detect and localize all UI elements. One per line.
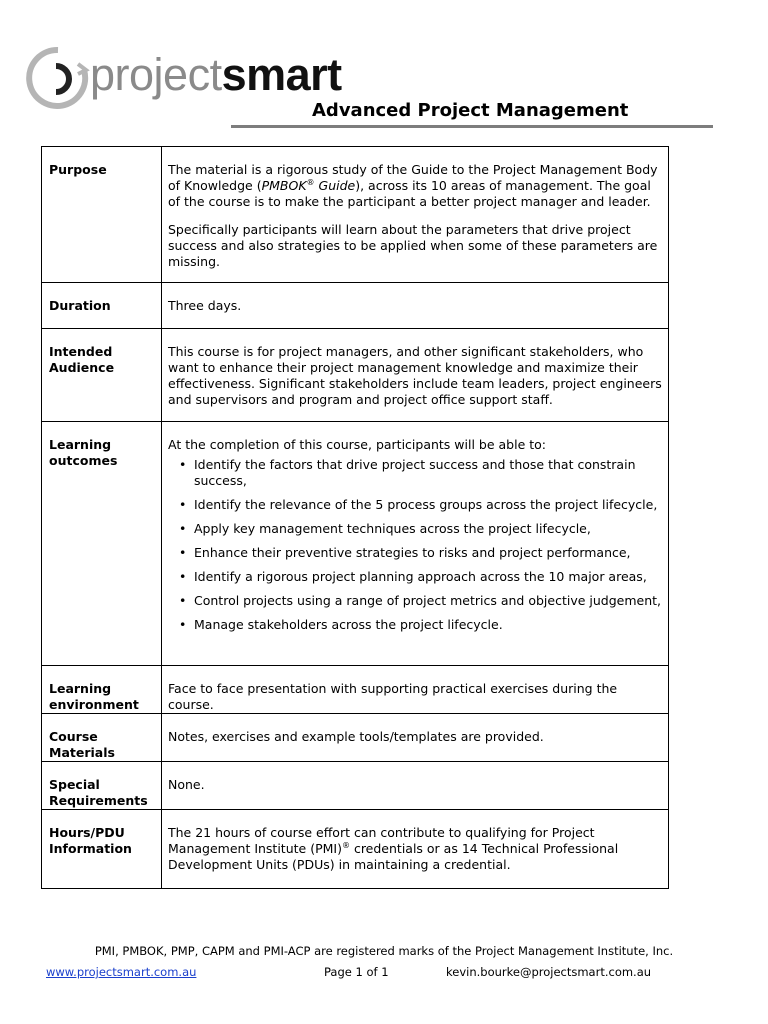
- label-outcomes: Learning outcomes: [42, 422, 162, 666]
- bullet-icon: •: [179, 521, 187, 536]
- pmbok-italic: PMBOK: [261, 178, 307, 193]
- bullet-icon: •: [179, 457, 187, 472]
- list-item: • Apply key management techniques across the project lifecycle,: [179, 521, 591, 536]
- value-special-requirements: None.: [162, 762, 669, 810]
- purpose-paragraph-1: [168, 162, 662, 210]
- website-link[interactable]: www.projectsmart.com.au: [46, 965, 197, 979]
- list-item: • Manage stakeholders across the project lifecycle.: [179, 617, 503, 632]
- value-duration: Three days.: [162, 283, 669, 329]
- projectsmart-logo: [26, 44, 356, 112]
- value-audience: This course is for project managers, and other significant stakeholders, who want to enhance their project management knowledge and maximize their effectiveness. Significant stakeholders include team leaders, project engineers and supervisors and program and project office support staff.: [162, 329, 669, 422]
- list-item: • Identify the relevance of the 5 process groups across the project lifecycle,: [179, 497, 658, 512]
- label-materials: Course Materials: [42, 714, 162, 762]
- registered-mark: ®: [341, 840, 350, 850]
- row-materials: [42, 714, 669, 762]
- purpose-paragraph-2: Specifically participants will learn about the parameters that drive project success and also strategies to be applied when some of these parameters are missing.: [168, 222, 658, 269]
- value-environment: Face to face presentation with supporting practical exercises during the course.: [162, 666, 669, 714]
- label-audience: Intended Audience: [42, 329, 162, 422]
- purpose-text-a: The material is a rigorous study of the Guide to the Project Management Body of Knowledge (: [168, 162, 658, 193]
- row-audience: [42, 329, 669, 422]
- bullet-icon: •: [179, 545, 187, 560]
- bullet-icon: •: [179, 497, 187, 512]
- logo-text-smart: smart: [221, 49, 342, 100]
- logo-wordmark: [90, 46, 342, 104]
- row-environment: [42, 666, 669, 714]
- label-special-requirements: Special Requirements: [42, 762, 162, 810]
- value-purpose: [162, 147, 669, 283]
- bullet-icon: •: [179, 617, 187, 632]
- page-title: Advanced Project Management: [312, 100, 629, 121]
- list-item: • Identify a rigorous project planning approach across the 10 major areas,: [179, 569, 647, 584]
- hours-text-a: The 21 hours of course effort can contribute to qualifying for Project Management Institute (PMI): [168, 825, 595, 856]
- bullet-icon: •: [179, 593, 187, 608]
- value-outcomes: [162, 422, 669, 666]
- row-purpose: [42, 147, 669, 283]
- registered-mark: ®: [306, 177, 315, 187]
- contact-email: kevin.bourke@projectsmart.com.au: [446, 965, 652, 979]
- list-item: • Enhance their preventive strategies to risks and project performance,: [179, 545, 631, 560]
- logo-circle-icon: [26, 44, 90, 112]
- hours-text-b: credentials or as 14 Technical Professional Development Units (PDUs) in maintaining a credential.: [168, 841, 619, 872]
- title-underline: [231, 125, 713, 128]
- guide-italic: Guide: [314, 178, 356, 193]
- row-hours-pdu: [42, 810, 669, 889]
- value-hours-pdu: [162, 810, 669, 889]
- course-info-table: [41, 146, 669, 889]
- page-number: Page 1 of 1: [324, 965, 389, 979]
- label-purpose: Purpose: [42, 147, 162, 283]
- bullet-icon: •: [179, 569, 187, 584]
- outcomes-intro: At the completion of this course, participants will be able to:: [168, 437, 547, 452]
- label-duration: Duration: [42, 283, 162, 329]
- list-item: • Identify the factors that drive project success and those that constrain success,: [179, 457, 636, 488]
- trademark-note: PMI, PMBOK, PMP, CAPM and PMI-ACP are registered marks of the Project Management Institute, Inc.: [94, 944, 674, 958]
- label-hours-pdu: Hours/PDU Information: [42, 810, 162, 889]
- row-duration: [42, 283, 669, 329]
- row-special-requirements: [42, 762, 669, 810]
- outcomes-list: [168, 457, 662, 633]
- row-outcomes: [42, 422, 669, 666]
- label-environment: Learning environment: [42, 666, 162, 714]
- logo-text-project: project: [90, 49, 222, 100]
- list-item: • Control projects using a range of project metrics and objective judgement,: [179, 593, 661, 608]
- purpose-text-b: ), across its 10 areas of management. The goal of the course is to make the participant a better project manager and leader.: [168, 178, 651, 209]
- value-materials: Notes, exercises and example tools/templates are provided.: [162, 714, 669, 762]
